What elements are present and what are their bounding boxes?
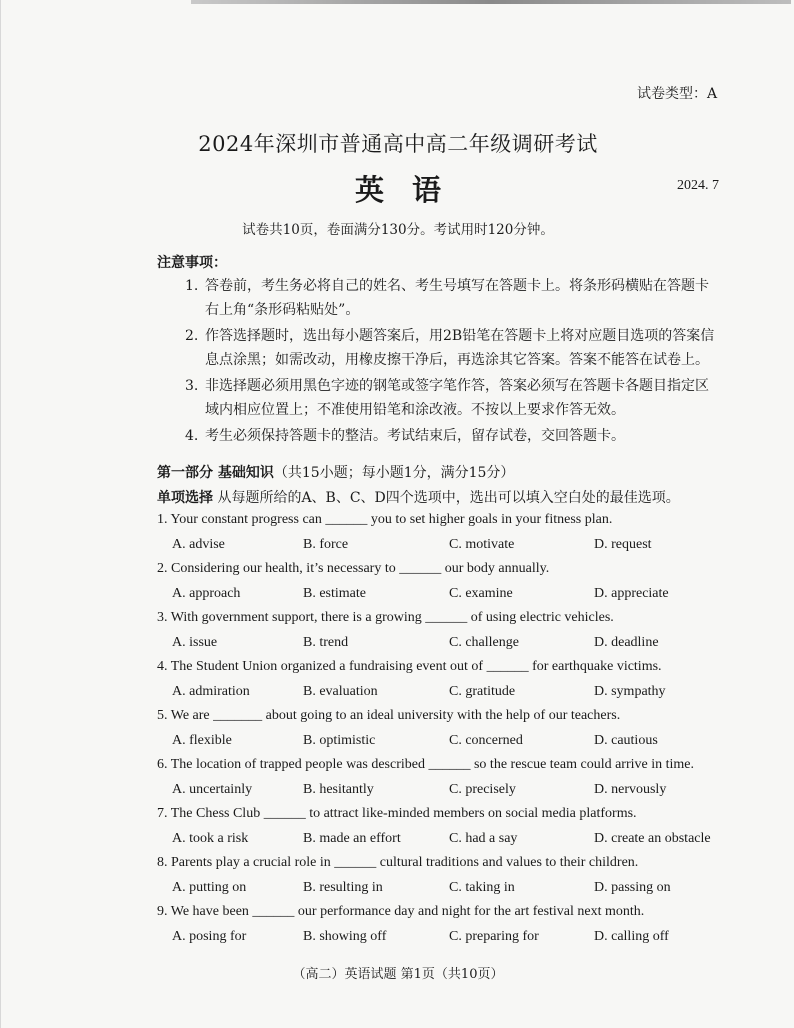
paper-type-label: 试卷类型：A <box>637 86 718 102</box>
option-d: D. create an obstacle <box>594 831 711 846</box>
exam-info: 试卷共10页，卷面满分130分。考试用时120分钟。 <box>242 222 554 238</box>
option-a: A. admiration <box>172 684 250 699</box>
option-b: B. evaluation <box>303 684 378 699</box>
option-c: C. had a say <box>449 831 518 846</box>
option-c: C. concerned <box>449 733 523 748</box>
exam-title: 2024年深圳市普通高中高二年级调研考试 <box>198 132 598 156</box>
option-a: A. uncertainly <box>172 782 253 797</box>
option-c: C. challenge <box>449 635 519 650</box>
option-b: B. showing off <box>303 929 387 944</box>
option-d: D. calling off <box>594 929 669 944</box>
option-b: B. resulting in <box>303 880 383 895</box>
option-d: D. appreciate <box>594 586 669 601</box>
option-d: D. nervously <box>594 782 667 797</box>
option-d: D. sympathy <box>594 684 666 699</box>
notice-title: 注意事项： <box>157 255 227 271</box>
notice-item-1: 1. 答卷前，考生务必将自己的姓名、考生号填写在答题卡上。将条形码横贴在答题卡 右上角“条形码粘贴处”。 <box>185 278 709 318</box>
section-instruction: 单项选择 从每题所给的A、B、C、D四个选项中，选出可以填入空白处的最佳选项。 <box>157 490 680 506</box>
option-c: C. taking in <box>449 880 515 895</box>
page-footer: （高二）英语试题 第1页（共10页） <box>292 967 504 982</box>
option-a: A. posing for <box>172 929 247 944</box>
option-b: B. trend <box>303 635 349 650</box>
option-b: B. estimate <box>303 586 366 601</box>
question-stem: 6. The location of trapped people was described ______ so the rescue team could arrive in time. <box>157 757 695 772</box>
option-d: D. cautious <box>594 733 658 748</box>
option-c: C. motivate <box>449 537 515 552</box>
option-c: C. preparing for <box>449 929 539 944</box>
option-b: B. force <box>303 537 349 552</box>
option-a: A. issue <box>172 635 218 650</box>
question-stem: 4. The Student Union organized a fundraising event out of ______ for earthquake victims. <box>157 659 662 674</box>
exam-date: 2024. 7 <box>677 178 719 193</box>
notice-item-3: 3. 非选择题必须用黑色字迹的钢笔或签字笔作答，答案必须写在答题卡各题目指定区 域内相应位置上；不准使用铅笔和涂改液。不按以上要求作答无效。 <box>185 378 709 418</box>
section-heading: 第一部分 基础知识（共15小题；每小题1分，满分15分） <box>157 465 515 481</box>
option-c: C. examine <box>449 586 513 601</box>
option-d: D. deadline <box>594 635 659 650</box>
option-b: B. hesitantly <box>303 782 374 797</box>
question-stem: 7. The Chess Club ______ to attract like-minded members on social media platforms. <box>157 806 637 821</box>
option-a: A. approach <box>172 586 241 601</box>
question-stem: 8. Parents play a crucial role in ______ cultural traditions and values to their children. <box>157 855 639 870</box>
option-c: C. precisely <box>449 782 516 797</box>
question-stem: 3. With government support, there is a growing ______ of using electric vehicles. <box>157 610 614 625</box>
option-b: B. made an effort <box>303 831 401 846</box>
option-d: D. passing on <box>594 880 671 895</box>
option-b: B. optimistic <box>303 733 376 748</box>
question-stem: 9. We have been ______ our performance day and night for the art festival next month. <box>157 904 645 919</box>
option-a: A. took a risk <box>172 831 249 846</box>
question-stem: 1. Your constant progress can ______ you to set higher goals in your fitness plan. <box>157 512 613 527</box>
question-stem: 5. We are _______ about going to an ideal university with the help of our teachers. <box>157 708 621 723</box>
option-a: A. putting on <box>172 880 247 895</box>
option-c: C. gratitude <box>449 684 516 699</box>
subject-title: 英语 <box>354 173 469 207</box>
option-a: A. advise <box>172 537 225 552</box>
question-stem: 2. Considering our health, it’s necessary to ______ our body annually. <box>157 561 550 576</box>
notice-item-2: 2. 作答选择题时，选出每小题答案后，用2B铅笔在答题卡上将对应题目选项的答案信 息点涂黑；如需改动，用橡皮擦干净后，再选涂其它答案。答案不能答在试卷上。 <box>185 328 715 368</box>
scan-edge <box>191 0 791 4</box>
option-a: A. flexible <box>172 733 232 748</box>
notice-item-4: 4. 考生必须保持答题卡的整洁。考试结束后，留存试卷，交回答题卡。 <box>185 428 625 444</box>
option-d: D. request <box>594 537 652 552</box>
